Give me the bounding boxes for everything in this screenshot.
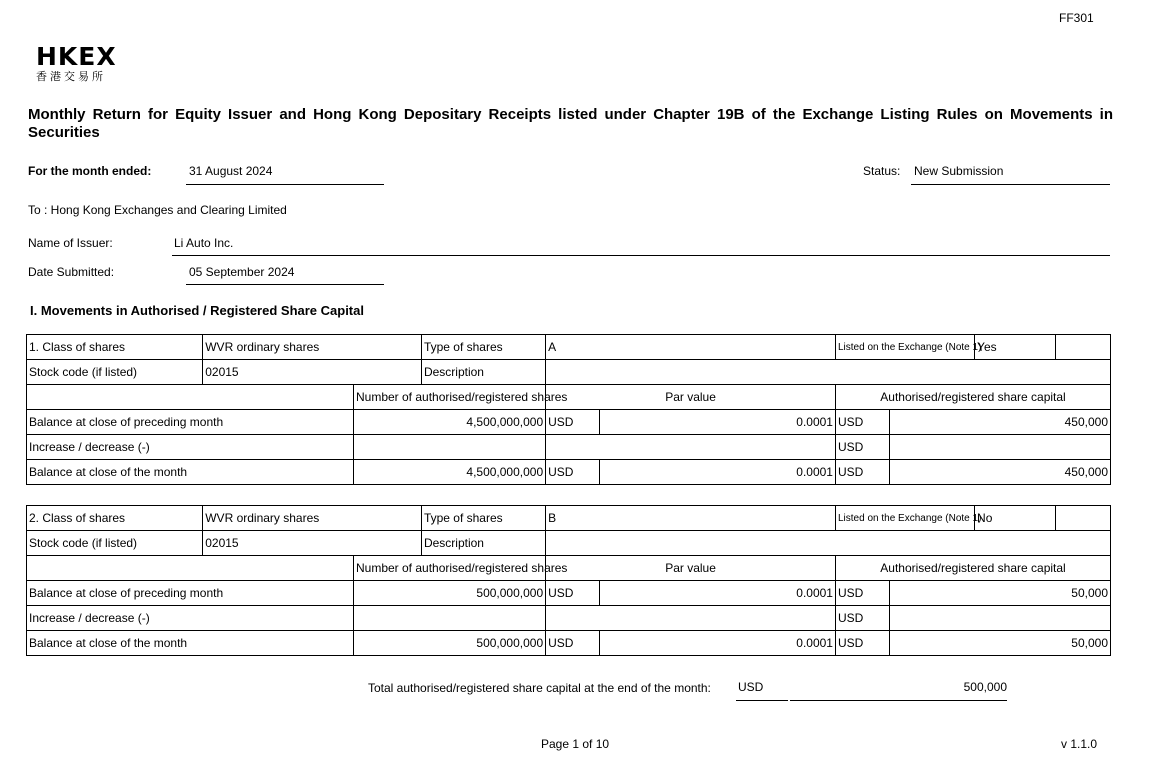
total-label: Total authorised/registered share capital at the end of the month:	[368, 681, 711, 695]
stock-code-row	[27, 360, 1111, 385]
page-title: Monthly Return for Equity Issuer and Hong Kong Depositary Receipts listed under Chapter 19B of the Exchange Listing Rules on Movements in Securities	[28, 106, 1113, 141]
date-field	[186, 265, 384, 285]
col-par-header: Par value	[546, 556, 836, 581]
date-value: 05 September 2024	[189, 265, 295, 279]
class-value: WVR ordinary shares	[203, 335, 422, 360]
col-capital-header: Authorised/registered share capital	[835, 556, 1110, 581]
par-value: 0.0001	[600, 460, 836, 485]
par-value: 0.0001	[600, 581, 836, 606]
type-value: B	[546, 506, 836, 531]
listed-value: Yes	[975, 335, 1056, 359]
listed-value-cell	[975, 506, 1111, 531]
logo-text-zh: 香港交易所	[36, 71, 106, 83]
stock-code-label: Stock code (if listed)	[27, 531, 203, 556]
table-row	[27, 435, 1111, 460]
shares-value	[353, 435, 545, 460]
col-number-header: Number of authorised/registered shares	[353, 556, 545, 581]
table-row	[27, 606, 1111, 631]
stock-code-value: 02015	[203, 531, 422, 556]
listed-label: Listed on the Exchange (Note 1)	[835, 506, 974, 531]
listed-blank	[1056, 506, 1110, 530]
col-par-header: Par value	[546, 385, 836, 410]
col-number-header: Number of authorised/registered shares	[353, 385, 545, 410]
column-header-row	[27, 385, 1111, 410]
stock-code-row	[27, 531, 1111, 556]
total-value-field	[790, 680, 1007, 701]
shares-value: 500,000,000	[353, 631, 545, 656]
par-value	[546, 435, 836, 460]
par-currency: USD	[546, 631, 600, 656]
issuer-value: Li Auto Inc.	[174, 236, 234, 250]
row-label: Increase / decrease (-)	[27, 435, 354, 460]
capital-value: 450,000	[890, 410, 1111, 435]
description-value	[546, 360, 1111, 385]
row-label: Balance at close of the month	[27, 460, 354, 485]
status-field	[911, 164, 1110, 185]
class-label: 1. Class of shares	[27, 335, 203, 360]
table-row	[27, 581, 1111, 606]
par-currency: USD	[546, 581, 600, 606]
table-row	[27, 460, 1111, 485]
status-value: New Submission	[914, 164, 1004, 178]
header-blank	[27, 385, 354, 410]
description-label: Description	[421, 531, 545, 556]
class-value: WVR ordinary shares	[203, 506, 422, 531]
table-row	[27, 410, 1111, 435]
month-label: For the month ended:	[28, 164, 152, 178]
capital-value	[890, 435, 1111, 460]
share-class-table-2	[26, 505, 1111, 656]
column-header-row	[27, 556, 1111, 581]
capital-currency: USD	[835, 606, 889, 631]
par-value: 0.0001	[600, 410, 836, 435]
par-value	[546, 606, 836, 631]
stock-code-value: 02015	[203, 360, 422, 385]
capital-value: 50,000	[890, 631, 1111, 656]
listed-value: No	[975, 506, 1056, 530]
version: v 1.1.0	[1061, 737, 1098, 751]
type-value: A	[546, 335, 836, 360]
status-label: Status:	[863, 164, 901, 178]
header-blank	[27, 556, 354, 581]
section-title: I. Movements in Authorised / Registered Share Capital	[30, 303, 364, 318]
type-label: Type of shares	[421, 335, 545, 360]
date-label: Date Submitted:	[28, 265, 115, 279]
logo-text-en: HKEX	[36, 42, 117, 71]
stock-code-label: Stock code (if listed)	[27, 360, 203, 385]
total-currency: USD	[738, 680, 764, 694]
class-label: 2. Class of shares	[27, 506, 203, 531]
col-capital-header: Authorised/registered share capital	[835, 385, 1110, 410]
total-currency-field	[736, 680, 788, 701]
listed-label: Listed on the Exchange (Note 1)	[835, 335, 974, 360]
month-field	[186, 164, 384, 185]
capital-currency: USD	[835, 435, 889, 460]
capital-currency: USD	[835, 631, 889, 656]
capital-currency: USD	[835, 460, 889, 485]
row-label: Balance at close of the month	[27, 631, 354, 656]
to-line: To : Hong Kong Exchanges and Clearing Limited	[28, 203, 287, 217]
description-label: Description	[421, 360, 545, 385]
issuer-field	[172, 236, 1110, 256]
issuer-label: Name of Issuer:	[28, 236, 113, 250]
capital-value: 450,000	[890, 460, 1111, 485]
row-label: Increase / decrease (-)	[27, 606, 354, 631]
capital-currency: USD	[835, 410, 889, 435]
type-label: Type of shares	[421, 506, 545, 531]
capital-value	[890, 606, 1111, 631]
page-number: Page 1 of 10	[541, 737, 610, 751]
par-currency: USD	[546, 460, 600, 485]
par-value: 0.0001	[600, 631, 836, 656]
shares-value	[353, 606, 545, 631]
class-row	[27, 506, 1111, 531]
total-value: 500,000	[963, 680, 1007, 694]
row-label: Balance at close of preceding month	[27, 410, 354, 435]
shares-value: 500,000,000	[353, 581, 545, 606]
shares-value: 4,500,000,000	[353, 460, 545, 485]
share-class-table-1	[26, 334, 1111, 485]
class-row	[27, 335, 1111, 360]
capital-value: 50,000	[890, 581, 1111, 606]
description-value	[546, 531, 1111, 556]
par-currency: USD	[546, 410, 600, 435]
shares-value: 4,500,000,000	[353, 410, 545, 435]
table-row	[27, 631, 1111, 656]
month-value: 31 August 2024	[189, 164, 273, 178]
capital-currency: USD	[835, 581, 889, 606]
hkex-logo	[36, 44, 117, 83]
listed-blank	[1056, 335, 1110, 359]
form-code: FF301	[1059, 11, 1094, 25]
row-label: Balance at close of preceding month	[27, 581, 354, 606]
listed-value-cell	[975, 335, 1111, 360]
